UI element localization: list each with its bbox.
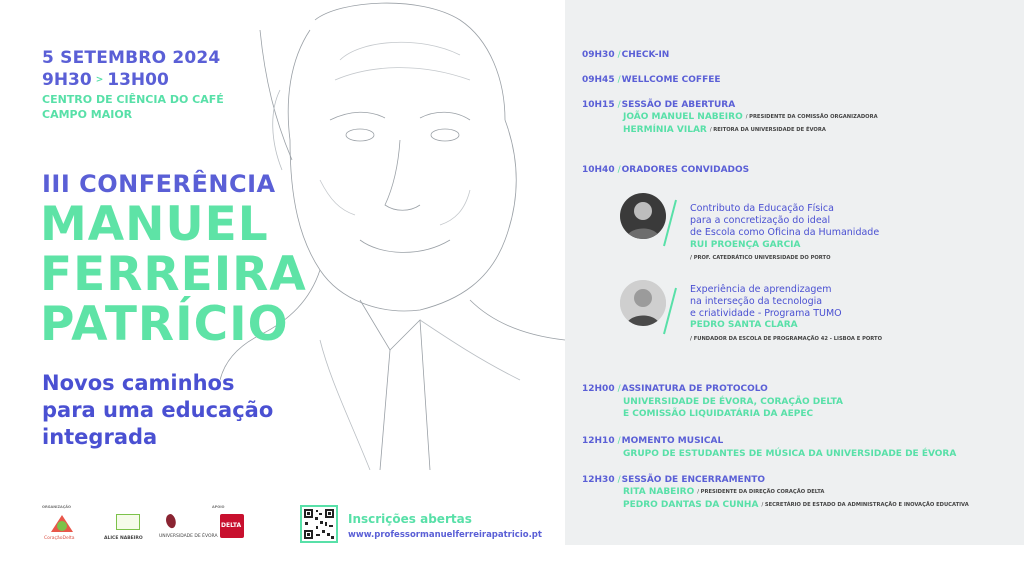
agenda-label: MOMENTO MUSICAL bbox=[621, 436, 724, 446]
agenda-time: 12H30 bbox=[582, 475, 615, 485]
alice-nabeiro-text: ALICE NABEIRO bbox=[104, 536, 143, 541]
person-role: PRESIDENTE DA DIREÇÃO CORAÇÃO DELTA bbox=[700, 489, 825, 495]
arrow-right-icon: > bbox=[95, 75, 104, 85]
venue-line1: CENTRO DE CIÊNCIA DO CAFÉ bbox=[42, 93, 224, 106]
speaker2-name: PEDRO SANTA CLARA bbox=[690, 320, 798, 330]
event-time bbox=[42, 70, 169, 90]
person-role: REITORA DA UNIVERSIDADE DE ÉVORA bbox=[713, 127, 826, 133]
speaker-photo-pedro-santa-clara bbox=[620, 280, 666, 326]
speaker1-talk-line2: para a concretização do ideal bbox=[690, 215, 831, 226]
opening-person-2: HERMÍNIA VILAR / REITORA DA UNIVERSIDADE DE ÉVORA bbox=[623, 125, 826, 135]
agenda-time: 09H30 bbox=[582, 50, 615, 60]
honoree-name-line2: FERREIRA bbox=[40, 247, 307, 302]
agenda-item-opening: 10H15 /SESSÃO DE ABERTURA bbox=[582, 100, 736, 110]
registration-url[interactable]: www.professormanuelferreirapatricio.pt bbox=[348, 530, 542, 540]
speaker1-name: RUI PROENÇA GARCIA bbox=[690, 240, 801, 250]
agenda-item-protocol: 12H00 /ASSINATURA DE PROTOCOLO bbox=[582, 384, 768, 394]
person-role: PRESIDENTE DA COMISSÃO ORGANIZADORA bbox=[749, 114, 878, 120]
person-icon bbox=[620, 193, 666, 239]
protocol-line2: E COMISSÃO LIQUIDATÁRIA DA AEPEC bbox=[623, 409, 814, 419]
agenda-time: 09H45 bbox=[582, 75, 615, 85]
speaker2-talk-line3: e criatividade - Programa TUMO bbox=[690, 308, 842, 319]
agenda-item-coffee: 09H45 /WELLCOME COFFEE bbox=[582, 75, 721, 85]
universidade-evora-text: UNIVERSIDADE DE ÉVORA bbox=[159, 534, 218, 539]
agenda-item-closing: 12H30 /SESSÃO DE ENCERRAMENTO bbox=[582, 475, 766, 485]
agenda-time: 10H40 bbox=[582, 165, 615, 175]
person-name: PEDRO DANTAS DA CUNHA bbox=[623, 500, 759, 510]
time-start: 9H30 bbox=[42, 70, 92, 90]
subtitle-line2: para uma educação bbox=[42, 398, 274, 422]
agenda-label: SESSÃO DE ABERTURA bbox=[621, 100, 736, 110]
agenda-item-checkin: 09H30 /CHECK-IN bbox=[582, 50, 670, 60]
speaker-photo-rui-proenca-garcia bbox=[620, 193, 666, 239]
speaker2-role: / FUNDADOR DA ESCOLA DE PROGRAMAÇÃO 42 - LISBOA E PORTO bbox=[690, 336, 882, 342]
coracao-delta-logo bbox=[48, 512, 76, 538]
delta-text: DELTA bbox=[221, 522, 242, 529]
person-name: RITA NABEIRO bbox=[623, 487, 695, 497]
speaker2-talk-line2: na interseção da tecnologia bbox=[690, 296, 823, 307]
universidade-evora-logo bbox=[163, 512, 179, 532]
centro-logo bbox=[116, 514, 140, 530]
qr-code[interactable] bbox=[300, 505, 338, 543]
agenda-time: 12H10 bbox=[582, 436, 615, 446]
speaker1-talk-line1: Contributo da Educação Física bbox=[690, 203, 834, 214]
agenda-label: CHECK-IN bbox=[621, 50, 670, 60]
person-name: JOÃO MANUEL NABEIRO bbox=[623, 112, 743, 122]
delta-logo bbox=[220, 514, 244, 538]
agenda-time: 10H15 bbox=[582, 100, 615, 110]
closing-person-1: RITA NABEIRO / PRESIDENTE DA DIREÇÃO CORAÇÃO DELTA bbox=[623, 487, 825, 497]
subtitle-line1: Novos caminhos bbox=[42, 371, 235, 395]
agenda-label: SESSÃO DE ENCERRAMENTO bbox=[621, 475, 766, 485]
honoree-name-line3: PATRÍCIO bbox=[40, 297, 289, 352]
agenda-time: 12H00 bbox=[582, 384, 615, 394]
person-name: HERMÍNIA VILAR bbox=[623, 125, 707, 135]
speaker1-talk-line3: de Escola como Oficina da Humanidade bbox=[690, 227, 880, 238]
venue-line2: CAMPO MAIOR bbox=[42, 108, 133, 121]
subtitle-line3: integrada bbox=[42, 425, 158, 449]
conference-title: III CONFERÊNCIA bbox=[42, 170, 276, 198]
opening-person-1: JOÃO MANUEL NABEIRO / PRESIDENTE DA COMISSÃO ORGANIZADORA bbox=[623, 112, 878, 122]
agenda-item-music: 12H10 /MOMENTO MUSICAL bbox=[582, 436, 724, 446]
person-role: SECRETÁRIO DE ESTADO DA ADMINISTRAÇÃO E INOVAÇÃO EDUCATIVA bbox=[764, 502, 969, 508]
protocol-line1: UNIVERSIDADE DE ÉVORA, CORAÇÃO DELTA bbox=[623, 397, 843, 407]
apoio-label: APOIO bbox=[212, 505, 225, 509]
coracao-delta-text: CoraçãoDelta bbox=[44, 536, 75, 541]
agenda-label: WELLCOME COFFEE bbox=[621, 75, 721, 85]
event-date: 5 SETEMBRO 2024 bbox=[42, 48, 221, 68]
agenda-label: ASSINATURA DE PROTOCOLO bbox=[621, 384, 768, 394]
organizacao-label: ORGANIZAÇÃO bbox=[42, 505, 71, 509]
qr-code-icon bbox=[302, 507, 336, 541]
music-line1: GRUPO DE ESTUDANTES DE MÚSICA DA UNIVERSIDADE DE ÉVORA bbox=[623, 449, 957, 459]
time-end: 13H00 bbox=[107, 70, 169, 90]
speaker2-talk-line1: Experiência de aprendizagem bbox=[690, 284, 832, 295]
honoree-name-line1: MANUEL bbox=[40, 197, 269, 252]
green-slash-icon bbox=[662, 286, 678, 336]
speaker1-role: / PROF. CATEDRÁTICO UNIVERSIDADE DO PORTO bbox=[690, 255, 831, 261]
green-slash-icon bbox=[662, 198, 678, 248]
agenda-item-speakers: 10H40 /ORADORES CONVIDADOS bbox=[582, 165, 750, 175]
closing-person-2: PEDRO DANTAS DA CUNHA / SECRETÁRIO DE ESTADO DA ADMINISTRAÇÃO E INOVAÇÃO EDUCATIVA bbox=[623, 500, 969, 510]
person-icon bbox=[620, 280, 666, 326]
registration-title: Inscrições abertas bbox=[348, 512, 472, 526]
agenda-label: ORADORES CONVIDADOS bbox=[621, 165, 750, 175]
